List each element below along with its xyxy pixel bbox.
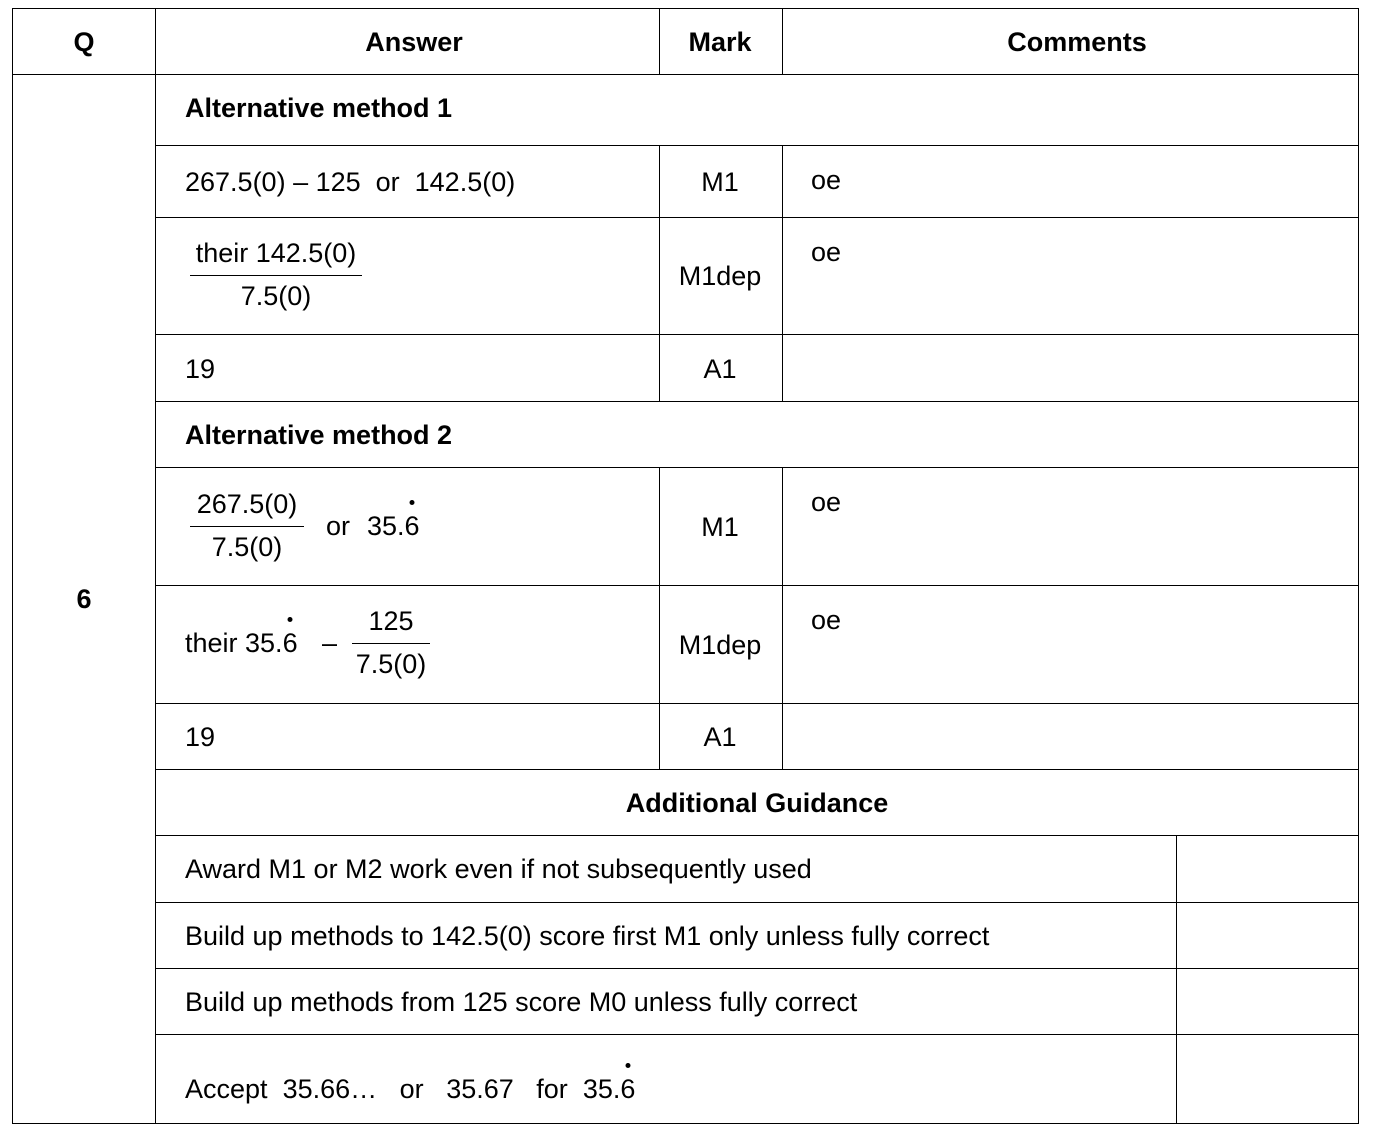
header-comments: Comments	[1007, 27, 1147, 57]
method2-row2-mark: M1dep	[678, 630, 762, 660]
fraction-bar	[352, 643, 430, 644]
method2-row2-their	[185, 630, 298, 657]
recurring-dot	[410, 500, 415, 505]
rule	[659, 8, 660, 75]
rule	[155, 835, 1359, 836]
recurring-digit: 6	[620, 1076, 635, 1103]
fraction-numerator: their 142.5(0)	[195, 238, 357, 268]
method2-row2-minus: –	[322, 628, 338, 658]
rule	[659, 145, 660, 402]
method2-row3-mark: A1	[703, 722, 737, 752]
rule	[782, 145, 783, 402]
rule	[659, 467, 660, 770]
rule	[155, 217, 1359, 218]
fraction-denominator: 7.5(0)	[240, 281, 312, 311]
method2-row2-comment: oe	[811, 605, 842, 635]
rule	[155, 968, 1359, 969]
rule	[155, 334, 1359, 335]
fraction-denominator: 7.5(0)	[355, 649, 427, 679]
rule	[155, 1034, 1359, 1035]
method2-row1-value	[367, 513, 420, 540]
rule	[155, 8, 156, 1124]
fraction-bar	[190, 526, 304, 527]
method2-row1-fraction	[190, 491, 304, 566]
recurring-digit: 6	[405, 513, 420, 540]
rule	[1176, 835, 1177, 1124]
fraction-bar	[190, 275, 362, 276]
method2-row2-fraction	[352, 608, 430, 683]
method1-row1-mark: M1	[701, 167, 739, 197]
method1-row2-fraction	[190, 240, 362, 315]
rule	[782, 8, 783, 75]
rule	[12, 8, 13, 1124]
header-q: Q	[73, 27, 95, 57]
method2-row1-comment: oe	[811, 487, 842, 517]
recurring-dot	[625, 1063, 630, 1068]
recurring-digit: 6	[283, 630, 298, 657]
method2-title: Alternative method 2	[185, 420, 453, 450]
accept-label: Accept	[185, 1074, 268, 1104]
guidance-item: Build up methods to 142.5(0) score first M1 only unless fully correct	[185, 921, 990, 951]
rule	[155, 467, 1359, 468]
accept-for: for	[536, 1074, 568, 1104]
header-mark: Mark	[688, 27, 752, 57]
accept-or: or	[399, 1074, 424, 1104]
guidance-item: Build up methods from 125 score M0 unless fully correct	[185, 987, 858, 1017]
method2-row1-or: or	[326, 511, 351, 541]
rule	[155, 769, 1359, 770]
fraction-denominator: 7.5(0)	[211, 532, 283, 562]
accept-value-1: 35.66…	[282, 1074, 378, 1104]
guidance-accept-line	[185, 1076, 635, 1103]
rule	[782, 467, 783, 770]
rule	[12, 1123, 1359, 1124]
fraction-numerator: 125	[368, 606, 414, 636]
guidance-title: Additional Guidance	[625, 788, 889, 818]
accept-value-2: 35.67	[446, 1074, 514, 1104]
rule	[12, 8, 1359, 9]
rule	[155, 585, 1359, 586]
method2-row3-answer: 19	[185, 722, 216, 752]
rule	[155, 145, 1359, 146]
rule	[1358, 8, 1359, 1124]
method1-row1-comment: oe	[811, 165, 842, 195]
fraction-numerator: 267.5(0)	[196, 489, 298, 519]
rule	[12, 74, 1359, 75]
header-answer: Answer	[365, 27, 463, 57]
value-prefix: 35.	[367, 511, 405, 541]
rule	[155, 401, 1359, 402]
guidance-item: Award M1 or M2 work even if not subsequently used	[185, 854, 812, 884]
method1-row1-answer: 267.5(0) – 125 or 142.5(0)	[185, 167, 516, 197]
accept-target-prefix: 35.	[582, 1074, 621, 1104]
method2-row1-mark: M1	[701, 512, 739, 542]
question-number: 6	[76, 584, 92, 614]
method1-row3-mark: A1	[703, 354, 737, 384]
recurring-dot	[288, 617, 293, 622]
method1-row2-mark: M1dep	[678, 261, 762, 291]
method1-title: Alternative method 1	[185, 93, 453, 123]
method1-row3-answer: 19	[185, 354, 216, 384]
their-prefix: their 35.	[185, 628, 283, 658]
rule	[155, 902, 1359, 903]
method1-row2-comment: oe	[811, 237, 842, 267]
rule	[155, 703, 1359, 704]
